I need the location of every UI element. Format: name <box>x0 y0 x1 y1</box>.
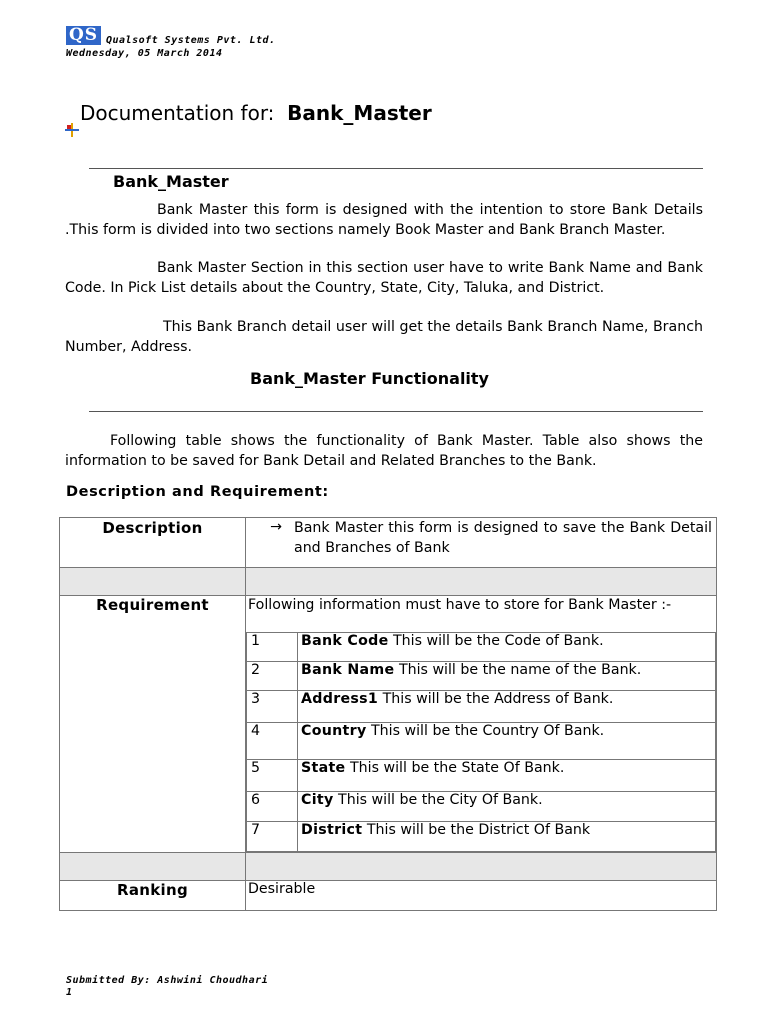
list-item <box>247 792 716 822</box>
item-text: This will be the name of the Bank. <box>398 662 642 678</box>
item-field: State <box>301 760 346 776</box>
paragraph: Following table shows the functionality of Bank Master. Table also shows the information to be saved for Bank Detail and Related Branches to the Bank. <box>65 433 703 469</box>
item-text: This will be the Country Of Bank. <box>371 723 605 739</box>
description-row <box>60 518 717 568</box>
section-divider <box>89 411 703 412</box>
item-field: City <box>301 792 334 808</box>
title-prefix: Documentation for: <box>80 101 275 125</box>
document-title <box>80 101 432 125</box>
list-item <box>247 662 716 691</box>
arrow-right-icon: → <box>270 519 282 535</box>
page-number: 1 <box>66 987 73 998</box>
requirements-table <box>59 517 717 911</box>
item-field: Bank Name <box>301 662 395 678</box>
item-text: This will be the Code of Bank. <box>393 633 604 649</box>
ranking-label: Ranking <box>60 881 246 911</box>
submitted-by: Submitted By: Ashwini Choudhari <box>66 975 269 986</box>
requirement-list <box>246 632 716 852</box>
section-heading: Bank_Master <box>113 172 229 191</box>
requirement-intro: Following information must have to store for Bank Master :- <box>248 597 672 613</box>
logo-text: QS <box>68 25 99 45</box>
item-text: This will be the City Of Bank. <box>338 792 543 808</box>
ranking-value: Desirable <box>246 881 717 911</box>
paragraph: Bank Master Section in this section user have to write Bank Name and Bank Code. In Pick List details about the Country, State, City, Taluka, and District. <box>65 260 703 296</box>
item-number: 3 <box>247 691 298 723</box>
requirement-row <box>60 596 717 853</box>
description-cell <box>246 518 717 568</box>
item-field: District <box>301 822 363 838</box>
anchor-marker-icon <box>64 122 80 138</box>
item-field: Address1 <box>301 691 379 707</box>
list-item <box>247 723 716 760</box>
list-item <box>247 760 716 792</box>
description-text: Bank Master this form is designed to save the Bank Detail and Branches of Bank <box>294 520 712 556</box>
item-number: 2 <box>247 662 298 691</box>
ranking-row <box>60 881 717 911</box>
item-number: 6 <box>247 792 298 822</box>
item-text: This will be the Address of Bank. <box>382 691 614 707</box>
subheading: Description and Requirement: <box>66 484 329 500</box>
item-field: Country <box>301 723 367 739</box>
separator-row <box>60 853 717 881</box>
item-number: 7 <box>247 822 298 852</box>
section-heading: Bank_Master Functionality <box>250 369 489 388</box>
item-field: Bank Code <box>301 633 389 649</box>
item-number: 1 <box>247 633 298 662</box>
item-text: This will be the District Of Bank <box>366 822 591 838</box>
list-item <box>247 822 716 852</box>
paragraph: Bank Master this form is designed with the intention to store Bank Details .This form is divided into two sections namely Book Master and Bank Branch Master. <box>65 202 703 238</box>
paragraph: This Bank Branch detail user will get the details Bank Branch Name, Branch Number, Address. <box>65 319 703 355</box>
item-number: 5 <box>247 760 298 792</box>
list-item <box>247 691 716 723</box>
list-item <box>247 633 716 662</box>
item-text: This will be the State Of Bank. <box>350 760 565 776</box>
description-label: Description <box>60 518 246 568</box>
separator-row <box>60 568 717 596</box>
requirement-cell <box>246 596 717 853</box>
company-logo <box>66 26 101 45</box>
requirement-label: Requirement <box>60 596 246 853</box>
company-name: Qualsoft Systems Pvt. Ltd. <box>106 35 276 46</box>
title-name: Bank_Master <box>287 101 432 125</box>
item-number: 4 <box>247 723 298 760</box>
section-divider <box>89 168 703 169</box>
document-date: Wednesday, 05 March 2014 <box>66 48 223 59</box>
